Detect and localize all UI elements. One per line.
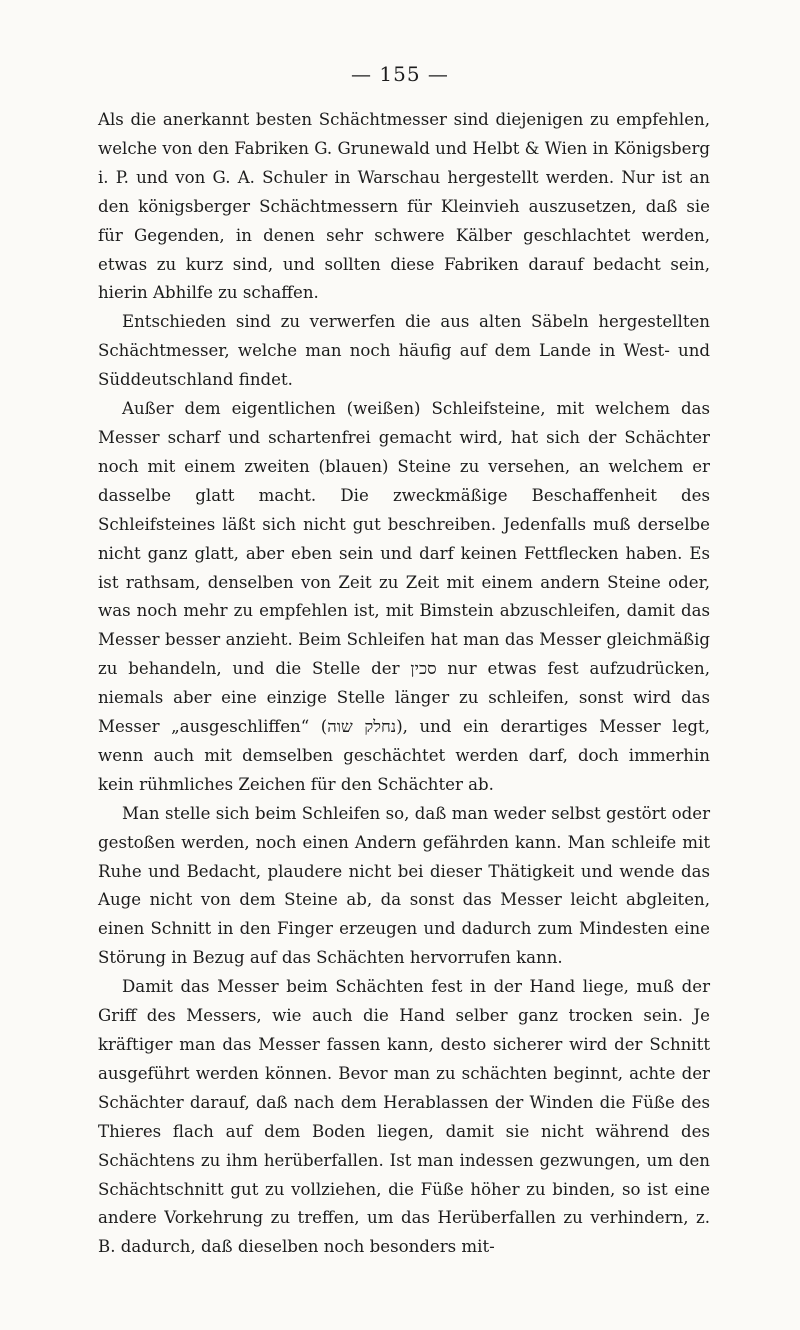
paragraph-grindstone: Außer dem eigentlichen (weißen) Schleifsteine, mit welchem das Messer scharf und schartenfrei gemacht wird, hat sich der Schächter noch mit einem zweiten (blauen) Steine zu versehen, an welchem er dasselbe glatt macht. Die zweckmäßige Beschaffenheit des Schleifsteines läßt sich nicht gut beschreiben. Jedenfalls muß derselbe nicht ganz glatt, aber eben sein und darf keinen Fettflecken haben. Es ist rathsam, denselben von Zeit zu Zeit mit einem andern Steine oder, was noch mehr zu empfehlen ist, mit Bimstein abzuschleifen, damit das Messer besser anzieht. Beim Schleifen hat man das Messer gleichmäßig zu behandeln, und die Stelle der סכין nur etwas fest aufzudrücken, niemals aber eine einzige Stelle länger zu schleifen, sonst wird das Messer „ausgeschliffen“ (נחלק שוה), und ein derartiges Messer legt, wenn auch mit demselben geschächtet werden darf, doch immerhin kein rühmliches Zeichen für den Schächter ab.	[98, 399, 710, 794]
body-text	[98, 106, 710, 1262]
paragraph-sabres: Entschieden sind zu verwerfen die aus alten Säbeln hergestellten Schächtmesser, welche man noch häufig auf dem Lande in West- und Süddeutschland findet.	[98, 312, 710, 390]
page-number: — 155 —	[351, 62, 449, 86]
paragraph-knives: Als die anerkannt besten Schächtmesser sind diejenigen zu empfehlen, welche von den Fabriken G. Grunewald und Helbt & Wien in Königsberg i. P. und von G. A. Schuler in Warschau hergestellt werden. Nur ist an den königsberger Schächtmessern für Kleinvieh auszusetzen, daß sie für Gegenden, in denen sehr schwere Kälber geschlachtet werden, etwas zu kurz sind, und sollten diese Fabriken darauf bedacht sein, hierin Abhilfe zu schaffen.	[98, 110, 710, 303]
paragraph-sharpening-posture: Man stelle sich beim Schleifen so, daß man weder selbst gestört oder gestoßen werden, noch einen Andern gefährden kann. Man schleife mit Ruhe und Bedacht, plaudere nicht bei dieser Thätigkeit und wende das Auge nicht von dem Steine ab, da sonst das Messer leicht abgleiten, einen Schnitt in den Finger erzeugen und dadurch zum Mindesten eine Störung in Bezug auf das Schächten hervorrufen kann.	[98, 803, 710, 968]
paragraph-grip: Damit das Messer beim Schächten fest in der Hand liege, muß der Griff des Messers, wie auch die Hand selber ganz trocken sein. Je kräftiger man das Messer fassen kann, desto sicherer wird der Schnitt ausgeführt werden können. Bevor man zu schächten beginnt, achte der Schächter darauf, daß nach dem Herablassen der Winden die Füße des Thieres flach auf dem Boden liegen, damit sie nicht während des Schächtens zu ihm herüberfallen. Ist man indessen gezwungen, um den Schächtschnitt gut zu vollziehen, die Füße höher zu binden, so ist eine andere Vorkehrung zu treffen, um das Herüberfallen zu verhindern, z. B. dadurch, daß dieselben noch besonders mit-	[98, 977, 710, 1257]
